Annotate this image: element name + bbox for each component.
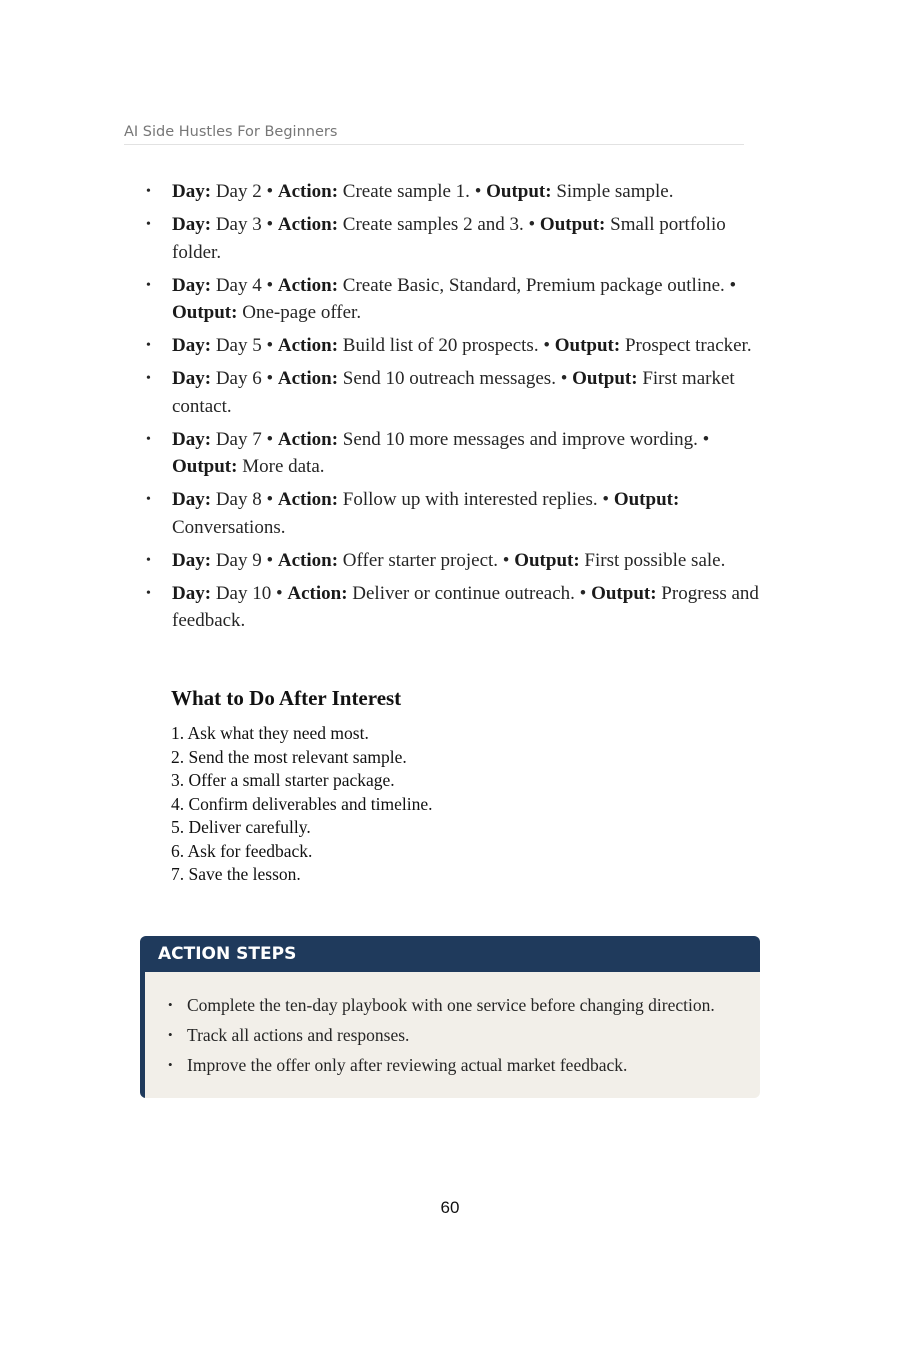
bullet-icon: • (146, 217, 151, 232)
output-value: Progress and feedback. (172, 582, 759, 631)
after-interest-steps (171, 722, 432, 887)
plan-item: • Day: Day 3 • Action: Create samples 2 and 3. • Output: Small portfolio folder. (146, 211, 766, 266)
action-steps-list (168, 990, 748, 1080)
step-item: 5. Deliver carefully. (171, 817, 311, 837)
bullet-icon: • (146, 184, 151, 199)
day-label: Day: (172, 582, 212, 604)
day-value: Day 3 (215, 214, 262, 235)
plan-item: • Day: Day 4 • Action: Create Basic, Standard, Premium package outline. • Output: One-page offer. (146, 272, 766, 327)
day-label: Day: (172, 214, 212, 235)
output-value: Small portfolio folder. (172, 214, 726, 263)
bullet-icon: • (168, 997, 173, 1012)
plan-item: • Day: Day 9 • Action: Offer starter project. • Output: First possible sale. (146, 547, 766, 575)
day-label: Day: (172, 489, 212, 510)
bullet-icon: • (146, 338, 151, 353)
day-value: Day 5 (215, 335, 262, 356)
action-label: Action: (277, 335, 339, 356)
action-value: Send 10 more messages and improve wording. (342, 428, 698, 450)
page-number: 60 (440, 1198, 460, 1217)
daily-plan-list (146, 178, 766, 640)
plan-item: • Day: Day 5 • Action: Build list of 20 prospects. • Output: Prospect tracker. (146, 332, 766, 360)
action-step-item (168, 1020, 748, 1050)
action-value: Deliver or continue outreach. (352, 582, 575, 604)
plan-item: • Day: Day 8 • Action: Follow up with interested replies. • Output: Conversations. (146, 486, 766, 541)
action-value: Send 10 outreach messages. (342, 368, 556, 389)
day-value: Day 10 (215, 582, 272, 604)
day-label: Day: (172, 335, 212, 356)
action-step-text: Complete the ten-day playbook with one service before changing direction. (187, 995, 715, 1015)
output-value: One-page offer. (242, 302, 362, 323)
plan-item: • Day: Day 2 • Action: Create sample 1. • Output: Simple sample. (146, 178, 766, 206)
output-label: Output: (613, 489, 680, 510)
bullet-icon: • (168, 1027, 173, 1042)
action-value: Offer starter project. (342, 549, 499, 571)
step-item: 4. Confirm deliverables and timeline. (171, 793, 433, 814)
bullet-icon: • (146, 585, 151, 601)
action-value: Create Basic, Standard, Premium package outline. (342, 274, 725, 296)
output-value: First possible sale. (584, 549, 726, 571)
output-label: Output: (172, 456, 238, 477)
bullet-icon: • (146, 492, 151, 507)
bullet-icon: • (146, 552, 151, 568)
action-value: Follow up with interested replies. (342, 489, 598, 510)
action-value: Create sample 1. (342, 181, 470, 202)
running-header: AI Side Hustles For Beginners (124, 124, 744, 145)
step-item: 6. Ask for feedback. (171, 840, 313, 861)
action-step-item (168, 990, 748, 1020)
action-step-text: Improve the offer only after reviewing actual market feedback. (187, 1055, 628, 1075)
day-label: Day: (172, 368, 212, 389)
day-label: Day: (172, 181, 212, 202)
day-value: Day 2 (215, 181, 262, 202)
day-value: Day 7 (215, 428, 262, 450)
action-label: Action: (287, 582, 348, 604)
action-label: Action: (277, 181, 339, 202)
action-step-text: Track all actions and responses. (187, 1025, 410, 1045)
output-label: Output: (486, 181, 552, 202)
output-value: Simple sample. (556, 181, 674, 202)
output-value: More data. (242, 456, 325, 477)
step-item: 3. Offer a small starter package. (171, 770, 395, 790)
action-label: Action: (277, 368, 339, 389)
action-label: Action: (277, 549, 339, 571)
output-label: Output: (539, 214, 606, 235)
output-label: Output: (591, 582, 657, 604)
output-label: Output: (554, 335, 621, 356)
day-label: Day: (172, 428, 212, 450)
action-steps-box (140, 936, 760, 1098)
action-step-item (168, 1050, 748, 1080)
bullet-icon: • (146, 431, 151, 447)
step-item: 2. Send the most relevant sample. (171, 746, 407, 767)
action-steps-title: ACTION STEPS (140, 936, 760, 972)
day-value: Day 9 (215, 549, 262, 571)
step-item: 1. Ask what they need most. (171, 723, 369, 743)
output-label: Output: (514, 549, 580, 571)
output-label: Output: (172, 302, 238, 323)
action-label: Action: (277, 274, 339, 296)
output-value: First market contact. (172, 368, 735, 417)
action-value: Create samples 2 and 3. (342, 214, 524, 235)
plan-item: • Day: Day 7 • Action: Send 10 more messages and improve wording. • Output: More data. (146, 426, 766, 481)
step-item: 7. Save the lesson. (171, 864, 301, 884)
output-value: Prospect tracker. (624, 335, 752, 356)
day-label: Day: (172, 274, 212, 296)
plan-item: • Day: Day 6 • Action: Send 10 outreach messages. • Output: First market contact. (146, 365, 766, 420)
action-label: Action: (277, 214, 339, 235)
plan-item: • Day: Day 10 • Action: Deliver or continue outreach. • Output: Progress and feedback. (146, 580, 766, 635)
output-label: Output: (572, 368, 638, 389)
action-steps-accent-rule (140, 972, 145, 1098)
bullet-icon: • (168, 1057, 173, 1072)
day-value: Day 4 (215, 274, 262, 296)
bullet-icon: • (146, 277, 151, 293)
day-value: Day 8 (215, 489, 262, 510)
day-value: Day 6 (215, 368, 262, 389)
action-label: Action: (277, 428, 339, 450)
action-label: Action: (277, 489, 339, 510)
action-value: Build list of 20 prospects. (342, 335, 539, 356)
output-value: Conversations. (172, 516, 286, 538)
section-heading: What to Do After Interest (171, 686, 402, 710)
bullet-icon: • (146, 371, 151, 386)
day-label: Day: (172, 549, 212, 571)
